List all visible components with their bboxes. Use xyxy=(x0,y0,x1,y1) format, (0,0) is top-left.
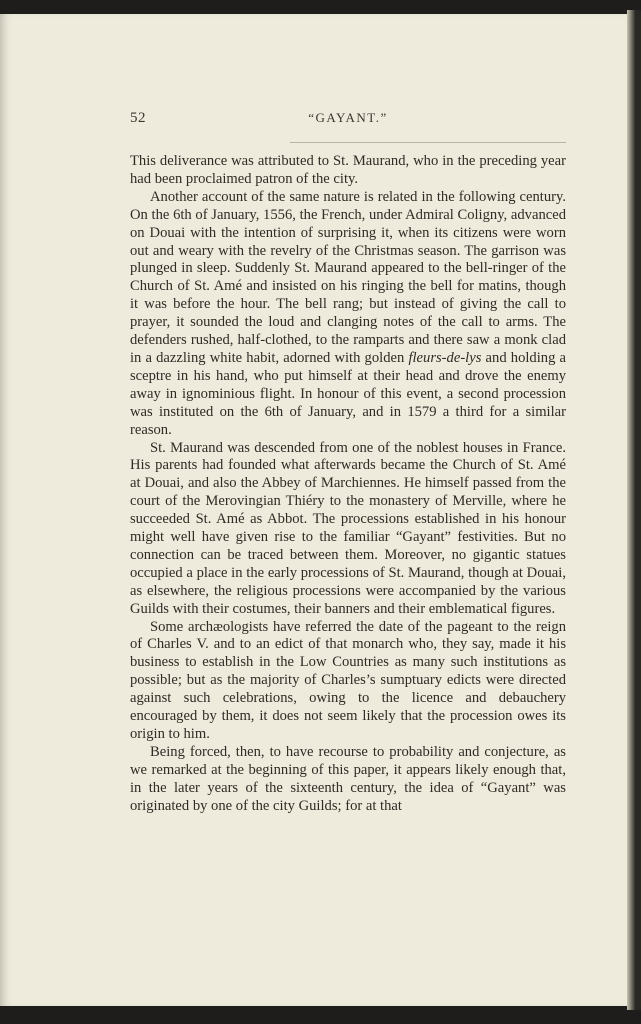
page-number: 52 xyxy=(130,110,146,126)
italic-term: fleurs-de-lys xyxy=(408,349,482,366)
paragraph-2: Another account of the same nature is related in the following century. On the 6th of January, 1556, the French, under Admiral Coligny, advanced on Douai with the intention of surprising it, when its citizens were worn out and weary with the revelry of the Christmas season. The garrison was plunged in sleep. Suddenly St. Maurand appeared to the bell-ringer of the Church of St. Amé and insisted on his ringing the bell for matins, though it was before the hour. The bell rang; but instead of giving the call to prayer, it sounded the loud and clanging notes of the call to arms. The defenders rushed, half-clothed, to the ramparts and there saw a monk clad in a dazzling white habit, adorned with golden fleurs-de-lys and holding a sceptre in his hand, who put himself at their head and drove the enemy away in ignominious flight. In honour of this event, a second procession was instituted on the 6th of January, and in 1579 a third for a similar reason. xyxy=(130,188,566,438)
paragraph-1: This deliverance was attributed to St. Maurand, who in the preceding year had been proclaimed patron of the city. xyxy=(130,153,566,187)
page-header xyxy=(130,110,566,134)
header-rule xyxy=(290,142,566,143)
paragraph-3: St. Maurand was descended from one of the noblest houses in France. His parents had founded what afterwards became the Church of St. Amé at Douai, and also the Abbey of Marchiennes. He himself passed from the court of the Merovingian Thiéry to the monastery of Merville, where he succeeded St. Amé as Abbot. The processions established in his honour might well have given rise to the familiar “Gayant” festivities. But no connection can be traced between them. Moreover, no gigantic statues occupied a place in the early processions of St. Maurand, though at Douai, as elsewhere, the religious processions were accompanied by the various Guilds with their costumes, their banners and their emblematical figures. xyxy=(130,439,566,617)
body-text xyxy=(130,153,566,816)
running-title: “GAYANT.” xyxy=(308,110,388,125)
paragraph-4: Some archæologists have referred the date of the pageant to the reign of Charles V. and to an edict of that monarch who, they say, made it his business to establish in the Low Countries as many such institutions as possible; but as the majority of Charles’s sumptuary edicts were directed against such celebrations, owing to the licence and debauchery encouraged by them, it does not seem likely that the procession owes its origin to him. xyxy=(130,618,566,742)
paragraph-5: Being forced, then, to have recourse to probability and conjecture, as we remarked at the beginning of this paper, it appears likely enough that, in the later years of the sixteenth century, the idea of “Gayant” was originated by one of the city Guilds; for at that xyxy=(130,743,566,814)
book-binding-shadow xyxy=(627,10,641,1010)
